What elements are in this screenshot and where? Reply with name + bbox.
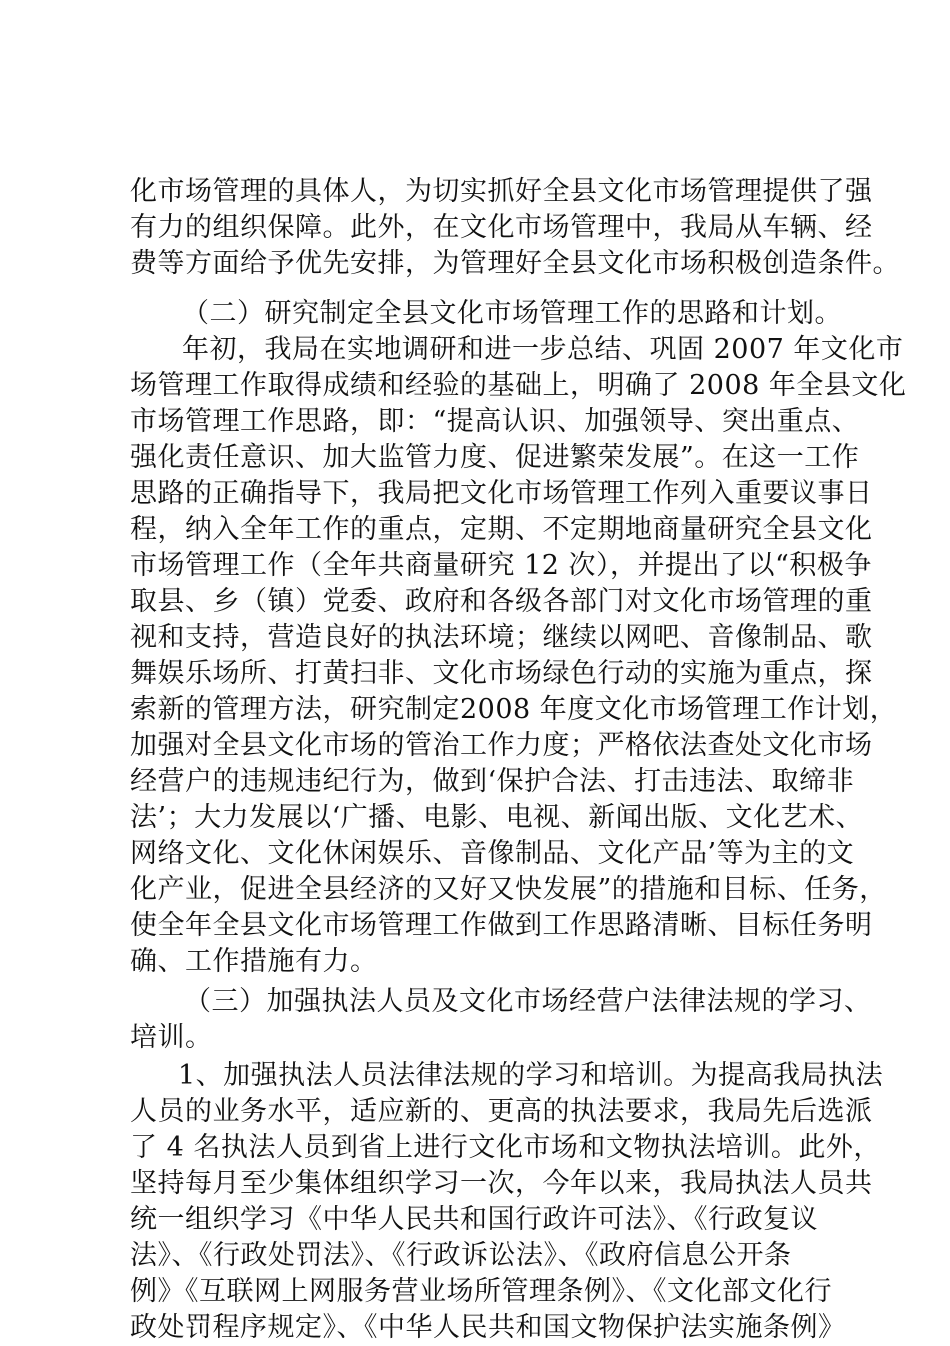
text-line: 例》《互联网上网服务营业场所管理条例》、《文化部文化行: [130, 1276, 832, 1307]
text-line: 市场管理工作思路，即：“提高认识、加强领导、突出重点、: [130, 406, 860, 437]
text-line: 费等方面给予优先安排，为管理好全县文化市场积极创造条件。: [130, 248, 900, 279]
section-heading-2: （二）研究制定全县文化市场管理工作的思路和计划。: [182, 298, 842, 329]
text-line: 政处罚程序规定》、《中华人民共和国文物保护法实施条例》: [130, 1312, 846, 1343]
text-line: 人员的业务水平，适应新的、更高的执法要求，我局先后选派: [130, 1096, 873, 1127]
text-line: 年初，我局在实地调研和进一步总结、巩固 2007 年文化市: [182, 334, 904, 365]
text-line: 确、工作措施有力。: [130, 946, 378, 977]
text-line: 有力的组织保障。此外，在文化市场管理中，我局从车辆、经: [130, 212, 873, 243]
text-line: 视和支持，营造良好的执法环境；继续以网吧、音像制品、歌: [130, 622, 873, 653]
text-line: 加强对全县文化市场的管治工作力度；严格依法查处文化市场: [130, 730, 873, 761]
section-heading-3: （三）加强执法人员及文化市场经营户法律法规的学习、: [184, 986, 872, 1017]
text-line: 程，纳入全年工作的重点，定期、不定期地商量研究全县文化: [130, 514, 873, 545]
text-line: 取县、乡（镇）党委、政府和各级各部门对文化市场管理的重: [130, 586, 873, 617]
text-line: 了 4 名执法人员到省上进行文化市场和文物执法培训。此外，: [130, 1132, 881, 1163]
text-line: 索新的管理方法，研究制定2008 年度文化市场管理工作计划，: [130, 694, 898, 725]
text-line: 坚持每月至少集体组织学习一次，今年以来，我局执法人员共: [130, 1168, 873, 1199]
text-line: 使全年全县文化市场管理工作做到工作思路清晰、目标任务明: [130, 910, 873, 941]
text-line: 化市场管理的具体人，为切实抓好全县文化市场管理提供了强: [130, 176, 873, 207]
text-line: 法》、《行政处罚法》、《行政诉讼法》、《政府信息公开条: [130, 1240, 792, 1271]
text-line: 化产业，促进全县经济的又好又快发展”的措施和目标、任务，: [130, 874, 887, 905]
text-line: 1、加强执法人员法律法规的学习和培训。为提高我局执法: [178, 1060, 884, 1091]
text-line: 培训。: [130, 1022, 213, 1053]
text-line: 经营户的违规违纪行为，做到‘保护合法、打击违法、取缔非: [130, 766, 855, 797]
text-line: 思路的正确指导下，我局把文化市场管理工作列入重要议事日: [130, 478, 873, 509]
text-line: 法’；大力发展以‘广播、电影、电视、新闻出版、文化艺术、: [130, 802, 864, 833]
text-line: 场管理工作取得成绩和经验的基础上，明确了 2008 年全县文化: [130, 370, 907, 401]
text-line: 网络文化、文化休闲娱乐、音像制品、文化产品’等为主的文: [130, 838, 855, 869]
text-line: 舞娱乐场所、打黄扫非、文化市场绿色行动的实施为重点，探: [130, 658, 873, 689]
text-line: 市场管理工作（全年共商量研究 12 次），并提出了以“积极争: [130, 550, 872, 581]
text-line: 强化责任意识、加大监管力度、促进繁荣发展”。在这一工作: [130, 442, 860, 473]
text-line: 统一组织学习《中华人民共和国行政许可法》、《行政复议: [130, 1204, 818, 1235]
